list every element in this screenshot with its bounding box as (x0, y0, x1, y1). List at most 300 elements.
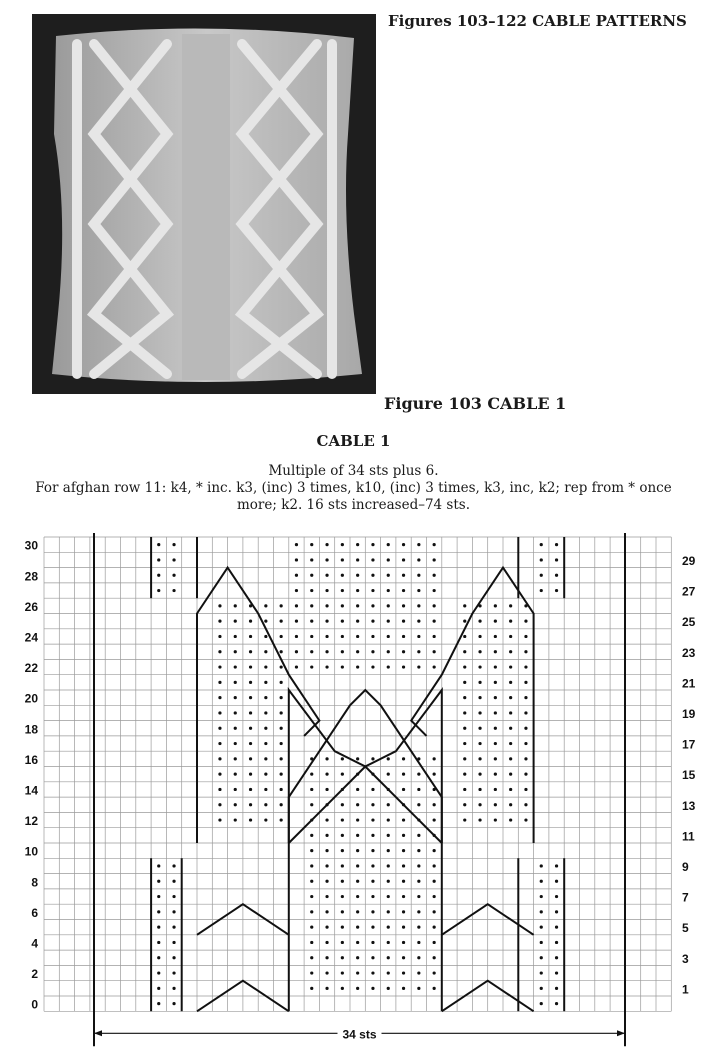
purl-dot (417, 910, 420, 913)
purl-dot (402, 635, 405, 638)
purl-dot (509, 742, 512, 745)
purl-dot (417, 543, 420, 546)
purl-dot (478, 803, 481, 806)
page-header: Figures 103–122 CABLE PATTERNS (388, 12, 687, 30)
purl-dot (524, 681, 527, 684)
purl-dot (249, 696, 252, 699)
purl-dot (371, 650, 374, 653)
purl-dot (264, 635, 267, 638)
purl-dot (325, 941, 328, 944)
purl-dot (524, 711, 527, 714)
row-label: 1 (682, 982, 689, 997)
purl-dot (249, 635, 252, 638)
row-label: 12 (24, 814, 38, 829)
purl-dot (310, 589, 313, 592)
purl-dot (341, 849, 344, 852)
purl-dot (478, 788, 481, 791)
purl-dot (310, 971, 313, 974)
purl-dot (417, 834, 420, 837)
purl-dot (172, 864, 175, 867)
purl-dot (172, 926, 175, 929)
purl-dot (325, 834, 328, 837)
purl-dot (234, 727, 237, 730)
purl-dot (463, 742, 466, 745)
purl-dot (310, 864, 313, 867)
purl-dot (249, 742, 252, 745)
purl-dot (417, 926, 420, 929)
purl-dot (509, 620, 512, 623)
purl-dot (325, 574, 328, 577)
purl-dot (387, 558, 390, 561)
purl-dot (234, 620, 237, 623)
purl-dot (463, 604, 466, 607)
purl-dot (172, 880, 175, 883)
purl-dot (402, 956, 405, 959)
purl-dot (417, 574, 420, 577)
purl-dot (356, 635, 359, 638)
purl-dot (280, 742, 283, 745)
row-label: 8 (31, 875, 38, 890)
purl-dot (218, 788, 221, 791)
purl-dot (371, 788, 374, 791)
purl-dot (402, 620, 405, 623)
purl-dot (402, 864, 405, 867)
purl-dot (540, 864, 543, 867)
purl-dot (402, 834, 405, 837)
purl-dot (402, 543, 405, 546)
purl-dot (325, 818, 328, 821)
purl-dot (555, 926, 558, 929)
purl-dot (524, 620, 527, 623)
purl-dot (310, 574, 313, 577)
purl-dot (172, 574, 175, 577)
purl-dot (295, 589, 298, 592)
purl-dot (280, 696, 283, 699)
purl-dot (387, 941, 390, 944)
purl-dot (325, 987, 328, 990)
purl-dot (371, 665, 374, 668)
purl-dot (433, 665, 436, 668)
purl-dot (417, 956, 420, 959)
purl-dot (280, 711, 283, 714)
purl-dot (218, 818, 221, 821)
purl-dot (280, 620, 283, 623)
row-label: 21 (682, 676, 696, 691)
row-label: 2 (31, 967, 38, 982)
purl-dot (478, 665, 481, 668)
purl-dot (478, 635, 481, 638)
purl-dot (555, 543, 558, 546)
purl-dot (494, 818, 497, 821)
purl-dot (463, 727, 466, 730)
purl-dot (509, 818, 512, 821)
purl-dot (264, 650, 267, 653)
multiple-text: Multiple of 34 sts plus 6. (268, 463, 439, 479)
purl-dot (371, 880, 374, 883)
purl-dot (356, 834, 359, 837)
purl-dot (249, 620, 252, 623)
purl-dot (172, 558, 175, 561)
purl-dot (387, 987, 390, 990)
row-label: 9 (682, 859, 689, 874)
purl-dot (310, 834, 313, 837)
purl-dot (218, 665, 221, 668)
purl-dot (540, 941, 543, 944)
purl-dot (310, 926, 313, 929)
afghan-instructions: For afghan row 11: k4, * inc. k3, (inc) 3 times, k10, (inc) 3 times, k3, inc, k2; rep from * once more; k2. 16 sts increased–74 sts. (35, 480, 672, 513)
purl-dot (280, 635, 283, 638)
purl-dot (341, 604, 344, 607)
purl-dot (310, 910, 313, 913)
purl-dot (402, 574, 405, 577)
purl-dot (555, 589, 558, 592)
purl-dot (433, 864, 436, 867)
purl-dot (218, 757, 221, 760)
purl-dot (356, 757, 359, 760)
purl-dot (341, 620, 344, 623)
purl-dot (417, 773, 420, 776)
purl-dot (417, 864, 420, 867)
purl-dot (157, 589, 160, 592)
row-label: 25 (682, 615, 696, 630)
purl-dot (157, 864, 160, 867)
purl-dot (371, 895, 374, 898)
purl-dot (356, 864, 359, 867)
purl-dot (371, 834, 374, 837)
purl-dot (417, 971, 420, 974)
figure-caption: Figure 103 CABLE 1 (384, 394, 567, 413)
purl-dot (478, 620, 481, 623)
purl-dot (540, 971, 543, 974)
purl-dot (555, 941, 558, 944)
purl-dot (509, 665, 512, 668)
purl-dot (524, 742, 527, 745)
purl-dot (524, 635, 527, 638)
purl-dot (371, 558, 374, 561)
purl-dot (356, 574, 359, 577)
purl-dot (356, 543, 359, 546)
purl-dot (310, 635, 313, 638)
row-label: 11 (682, 829, 695, 844)
purl-dot (157, 971, 160, 974)
purl-dot (234, 818, 237, 821)
purl-dot (433, 971, 436, 974)
purl-dot (478, 650, 481, 653)
purl-dot (280, 757, 283, 760)
purl-dot (402, 926, 405, 929)
purl-dot (325, 926, 328, 929)
purl-dot (341, 803, 344, 806)
purl-dot (325, 971, 328, 974)
purl-dot (218, 635, 221, 638)
purl-dot (341, 895, 344, 898)
purl-dot (540, 1002, 543, 1005)
purl-dot (341, 589, 344, 592)
purl-dot (417, 558, 420, 561)
purl-dot (325, 665, 328, 668)
purl-dot (172, 941, 175, 944)
purl-dot (218, 650, 221, 653)
purl-dot (417, 620, 420, 623)
row-label: 19 (682, 706, 696, 721)
purl-dot (341, 910, 344, 913)
purl-dot (341, 941, 344, 944)
purl-dot (540, 880, 543, 883)
purl-dot (249, 757, 252, 760)
purl-dot (172, 1002, 175, 1005)
purl-dot (387, 849, 390, 852)
purl-dot (295, 650, 298, 653)
purl-dot (371, 987, 374, 990)
purl-dot (264, 757, 267, 760)
purl-dot (387, 635, 390, 638)
purl-dot (234, 788, 237, 791)
purl-dot (555, 574, 558, 577)
purl-dot (463, 635, 466, 638)
purl-dot (264, 818, 267, 821)
row-label: 26 (24, 599, 38, 614)
purl-dot (234, 742, 237, 745)
row-label: 5 (682, 921, 689, 936)
purl-dot (524, 773, 527, 776)
purl-dot (280, 818, 283, 821)
purl-dot (157, 1002, 160, 1005)
row-label: 4 (31, 936, 38, 951)
purl-dot (402, 987, 405, 990)
purl-dot (264, 681, 267, 684)
purl-dot (280, 773, 283, 776)
purl-dot (478, 742, 481, 745)
purl-dot (387, 864, 390, 867)
purl-dot (264, 711, 267, 714)
purl-dot (157, 910, 160, 913)
purl-dot (417, 880, 420, 883)
purl-dot (387, 818, 390, 821)
purl-dot (417, 849, 420, 852)
purl-dot (371, 956, 374, 959)
purl-dot (555, 971, 558, 974)
purl-dot (172, 543, 175, 546)
purl-dot (417, 941, 420, 944)
purl-dot (371, 589, 374, 592)
purl-dot (478, 727, 481, 730)
purl-dot (371, 803, 374, 806)
purl-dot (402, 757, 405, 760)
purl-dot (433, 849, 436, 852)
purl-dot (524, 803, 527, 806)
purl-dot (310, 803, 313, 806)
purl-dot (387, 834, 390, 837)
purl-dot (540, 543, 543, 546)
purl-dot (494, 803, 497, 806)
row-label: 27 (682, 584, 696, 599)
purl-dot (433, 818, 436, 821)
row-label: 22 (24, 661, 38, 676)
purl-dot (417, 650, 420, 653)
purl-dot (310, 558, 313, 561)
purl-dot (325, 880, 328, 883)
purl-dot (387, 926, 390, 929)
purl-dot (494, 696, 497, 699)
purl-dot (387, 895, 390, 898)
purl-dot (341, 635, 344, 638)
purl-dot (387, 773, 390, 776)
purl-dot (371, 941, 374, 944)
purl-dot (234, 773, 237, 776)
purl-dot (325, 757, 328, 760)
purl-dot (249, 727, 252, 730)
purl-dot (218, 773, 221, 776)
row-label: 20 (24, 691, 38, 706)
purl-dot (264, 620, 267, 623)
row-label: 15 (682, 768, 696, 783)
purl-dot (478, 773, 481, 776)
purl-dot (387, 971, 390, 974)
purl-dot (157, 941, 160, 944)
purl-dot (172, 589, 175, 592)
purl-dot (387, 604, 390, 607)
purl-dot (540, 956, 543, 959)
purl-dot (494, 742, 497, 745)
purl-dot (371, 604, 374, 607)
purl-dot (249, 711, 252, 714)
purl-dot (310, 650, 313, 653)
purl-dot (234, 757, 237, 760)
purl-dot (387, 574, 390, 577)
purl-dot (509, 635, 512, 638)
purl-dot (341, 543, 344, 546)
row-label: 7 (682, 890, 689, 905)
row-label: 14 (24, 783, 38, 798)
purl-dot (157, 880, 160, 883)
purl-dot (494, 681, 497, 684)
purl-dot (325, 773, 328, 776)
purl-dot (310, 987, 313, 990)
purl-dot (463, 773, 466, 776)
purl-dot (218, 803, 221, 806)
purl-dot (356, 910, 359, 913)
purl-dot (402, 880, 405, 883)
purl-dot (234, 681, 237, 684)
purl-dot (402, 665, 405, 668)
purl-dot (417, 895, 420, 898)
purl-dot (509, 696, 512, 699)
purl-dot (402, 650, 405, 653)
purl-dot (509, 681, 512, 684)
purl-dot (356, 880, 359, 883)
purl-dot (494, 788, 497, 791)
purl-dot (218, 604, 221, 607)
purl-dot (157, 956, 160, 959)
purl-dot (555, 880, 558, 883)
purl-dot (402, 589, 405, 592)
purl-dot (356, 987, 359, 990)
purl-dot (356, 650, 359, 653)
purl-dot (341, 834, 344, 837)
pattern-instructions (20, 463, 687, 514)
purl-dot (325, 650, 328, 653)
purl-dot (417, 635, 420, 638)
purl-dot (463, 665, 466, 668)
purl-dot (540, 910, 543, 913)
purl-dot (249, 773, 252, 776)
purl-dot (218, 620, 221, 623)
purl-dot (478, 818, 481, 821)
purl-dot (402, 895, 405, 898)
purl-dot (341, 558, 344, 561)
row-label: 10 (24, 844, 38, 859)
row-label: 18 (24, 722, 38, 737)
purl-dot (172, 987, 175, 990)
purl-dot (264, 696, 267, 699)
purl-dot (218, 742, 221, 745)
purl-dot (295, 604, 298, 607)
purl-dot (341, 818, 344, 821)
purl-dot (433, 574, 436, 577)
purl-dot (555, 956, 558, 959)
purl-dot (463, 711, 466, 714)
purl-dot (387, 543, 390, 546)
purl-dot (249, 665, 252, 668)
row-label: 16 (24, 752, 38, 767)
purl-dot (402, 788, 405, 791)
purl-dot (341, 880, 344, 883)
purl-dot (249, 803, 252, 806)
purl-dot (310, 880, 313, 883)
purl-dot (371, 849, 374, 852)
purl-dot (494, 620, 497, 623)
purl-dot (356, 558, 359, 561)
purl-dot (310, 895, 313, 898)
purl-dot (463, 788, 466, 791)
purl-dot (524, 665, 527, 668)
purl-dot (325, 635, 328, 638)
purl-dot (540, 558, 543, 561)
purl-dot (172, 971, 175, 974)
purl-dot (310, 604, 313, 607)
purl-dot (371, 635, 374, 638)
purl-dot (356, 941, 359, 944)
purl-dot (371, 971, 374, 974)
purl-dot (249, 818, 252, 821)
purl-dot (402, 558, 405, 561)
purl-dot (234, 711, 237, 714)
purl-dot (494, 650, 497, 653)
purl-dot (478, 696, 481, 699)
purl-dot (341, 757, 344, 760)
purl-dot (218, 696, 221, 699)
purl-dot (463, 620, 466, 623)
row-label: 24 (24, 630, 38, 645)
purl-dot (310, 788, 313, 791)
purl-dot (494, 773, 497, 776)
purl-dot (234, 803, 237, 806)
purl-dot (295, 543, 298, 546)
purl-dot (433, 910, 436, 913)
purl-dot (494, 757, 497, 760)
purl-dot (172, 910, 175, 913)
purl-dot (280, 727, 283, 730)
purl-dot (371, 864, 374, 867)
dimension-arrow (617, 1030, 625, 1036)
purl-dot (310, 941, 313, 944)
purl-dot (356, 895, 359, 898)
purl-dot (356, 926, 359, 929)
purl-dot (524, 650, 527, 653)
purl-dot (478, 711, 481, 714)
purl-dot (295, 635, 298, 638)
purl-dot (295, 620, 298, 623)
